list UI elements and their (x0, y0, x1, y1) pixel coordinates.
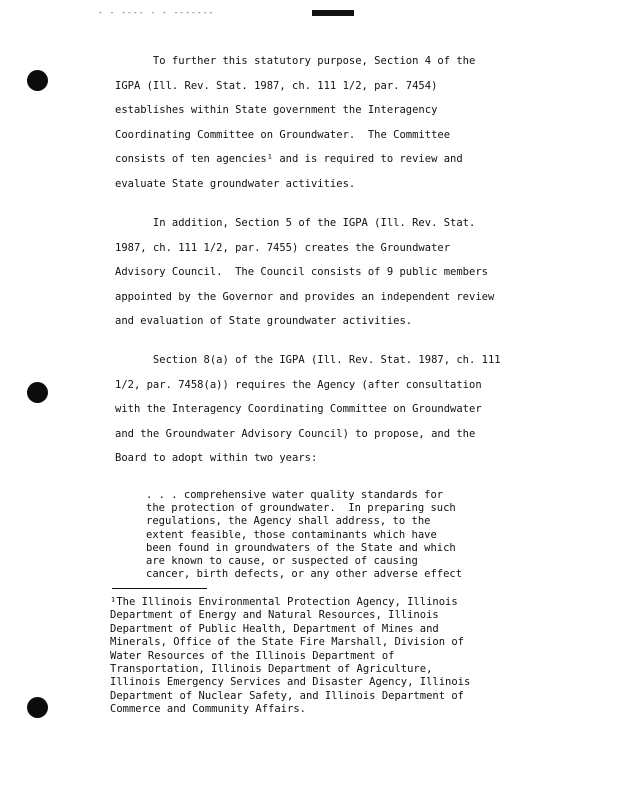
paragraph-advisory-council: In addition, Section 5 of the IGPA (Ill. Rev. Stat. 1987, ch. 111 1/2, par. 7455) creates the Groundwater Advisory Council. The Council consists of 9 public members appointed by the Governor and provides an independent review and evaluation of State groundwater activities. (115, 217, 495, 327)
paragraph-committee: To further this statutory purpose, Section 4 of the IGPA (Ill. Rev. Stat. 1987, ch. 111 1/2, par. 7454) establishes within State government the Interagency Coordinating Committee on Groundwater. The Committee consists of ten agencies¹ and is required to review and evaluate State groundwater activities. (115, 55, 476, 190)
footnote: ¹The Illinois Environmental Protection Agency, Illinois Department of Energy and Natural Resources, Illinois Department of Public Health, Department of Mines and Minerals, Office of the State Fire Marshall, Division of Water Resources of the Illinois Department of Transportation, Illinois Department of Agriculture, Illinois Emergency Services and Disaster Agency, Illinois Department of Nuclear Safety, and Illinois Department of Commerce and Community Affairs. (110, 596, 471, 716)
punch-hole (27, 70, 48, 91)
footnote-rule (112, 588, 207, 589)
header-fragment: - - ---- - - ------- (98, 8, 215, 17)
header-redaction-bar (312, 10, 354, 16)
punch-hole (27, 382, 48, 403)
punch-hole (27, 697, 48, 718)
block-quote: . . . comprehensive water quality standards for the protection of groundwater. In preparing such regulations, the Agency shall address, to the extent feasible, those contaminants which have been found in groundwaters of the State and which are known to cause, or suspected of causing cancer, birth defects, or any other adverse effect (146, 489, 463, 581)
paragraph-section-8a: Section 8(a) of the IGPA (Ill. Rev. Stat. 1987, ch. 111 1/2, par. 7458(a)) requires the Agency (after consultation with the Interagency Coordinating Committee on Groundwater and the Groundwater Advisory Council) to propose, and the Board to adopt within two years: (115, 354, 501, 464)
